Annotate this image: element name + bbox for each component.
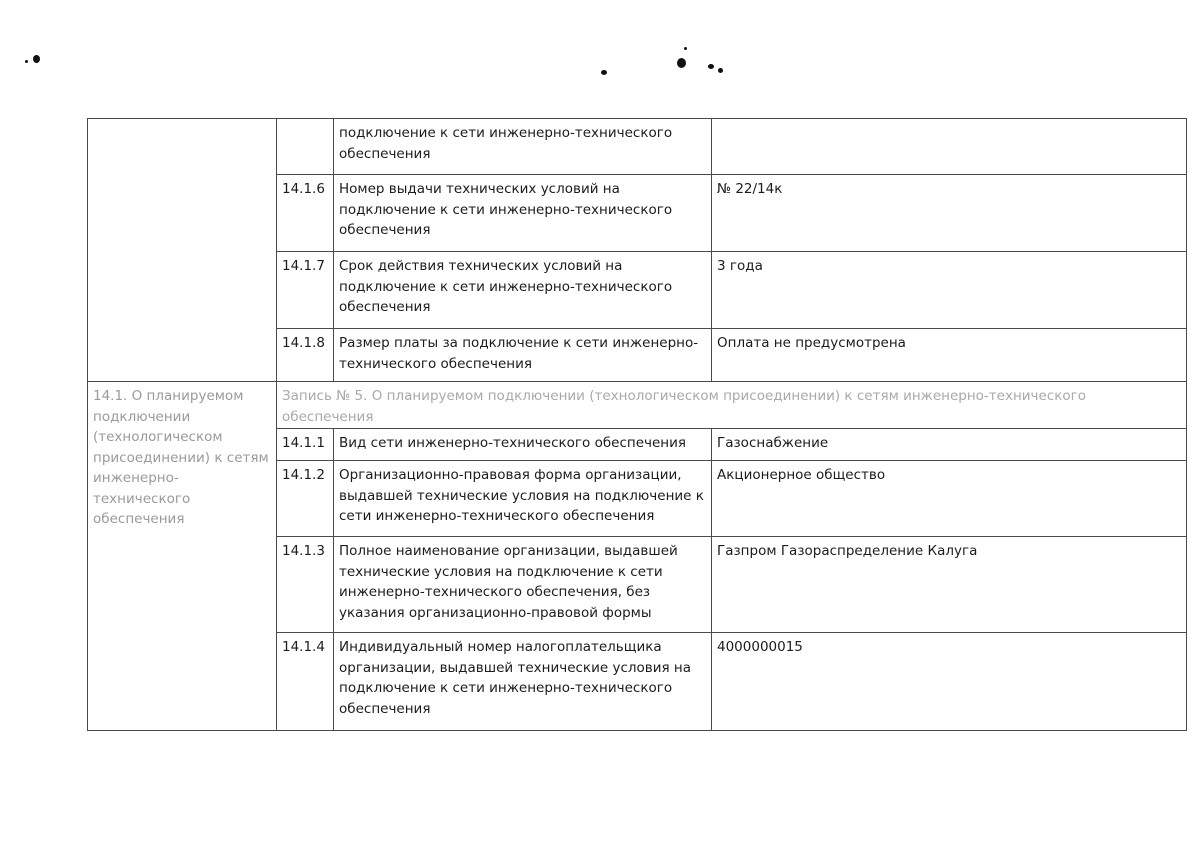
row-number: 14.1.6 [277, 175, 334, 252]
row-number: 14.1.1 [277, 429, 334, 461]
row-number: 14.1.4 [277, 633, 334, 731]
row-description: Срок действия технических условий на подключение к сети инженерно-технического обеспечения [334, 252, 712, 329]
record-header: Запись № 5. О планируемом подключении (технологическом присоединении) к сетям инженерно-технического обеспечения [277, 382, 1187, 429]
row-number: 14.1.2 [277, 461, 334, 537]
scan-speck [677, 58, 686, 68]
row-description: Номер выдачи технических условий на подключение к сети инженерно-технического обеспечения [334, 175, 712, 252]
row-description: Вид сети инженерно-технического обеспечения [334, 429, 712, 461]
scan-speck [684, 47, 687, 50]
row-value: Газоснабжение [712, 429, 1187, 461]
scan-speck [33, 55, 40, 63]
row-number: 14.1.8 [277, 329, 334, 382]
row-description: Индивидуальный номер налогоплательщика организации, выдавшей технические условия на подключение к сети инженерно-технического обеспечения [334, 633, 712, 731]
table-row [88, 382, 1187, 429]
table-row [88, 119, 1187, 175]
scan-speck [708, 64, 714, 69]
row-description: Организационно-правовая форма организации, выдавшей технические условия на подключение к сети инженерно-технического обеспечения [334, 461, 712, 537]
document-table [87, 118, 1187, 731]
section-empty-cell [88, 119, 277, 382]
scan-speck [25, 60, 28, 63]
row-description: подключение к сети инженерно-технического обеспечения [334, 119, 712, 175]
scan-speck [601, 70, 607, 75]
row-description: Размер платы за подключение к сети инженерно-технического обеспечения [334, 329, 712, 382]
row-number: 14.1.3 [277, 537, 334, 633]
row-value [712, 119, 1187, 175]
row-value: № 22/14к [712, 175, 1187, 252]
row-value: Газпром Газораспределение Калуга [712, 537, 1187, 633]
section-label: 14.1. О планируемом подключении (технологическом присоединении) к сетям инженерно-технического обеспечения [88, 382, 277, 731]
row-description: Полное наименование организации, выдавшей технические условия на подключение к сети инженерно-технического обеспечения, без указания организационно-правовой формы [334, 537, 712, 633]
row-number: 14.1.7 [277, 252, 334, 329]
row-value: 3 года [712, 252, 1187, 329]
row-value: Оплата не предусмотрена [712, 329, 1187, 382]
scan-speck [718, 68, 723, 73]
row-value: 4000000015 [712, 633, 1187, 731]
row-number [277, 119, 334, 175]
row-value: Акционерное общество [712, 461, 1187, 537]
